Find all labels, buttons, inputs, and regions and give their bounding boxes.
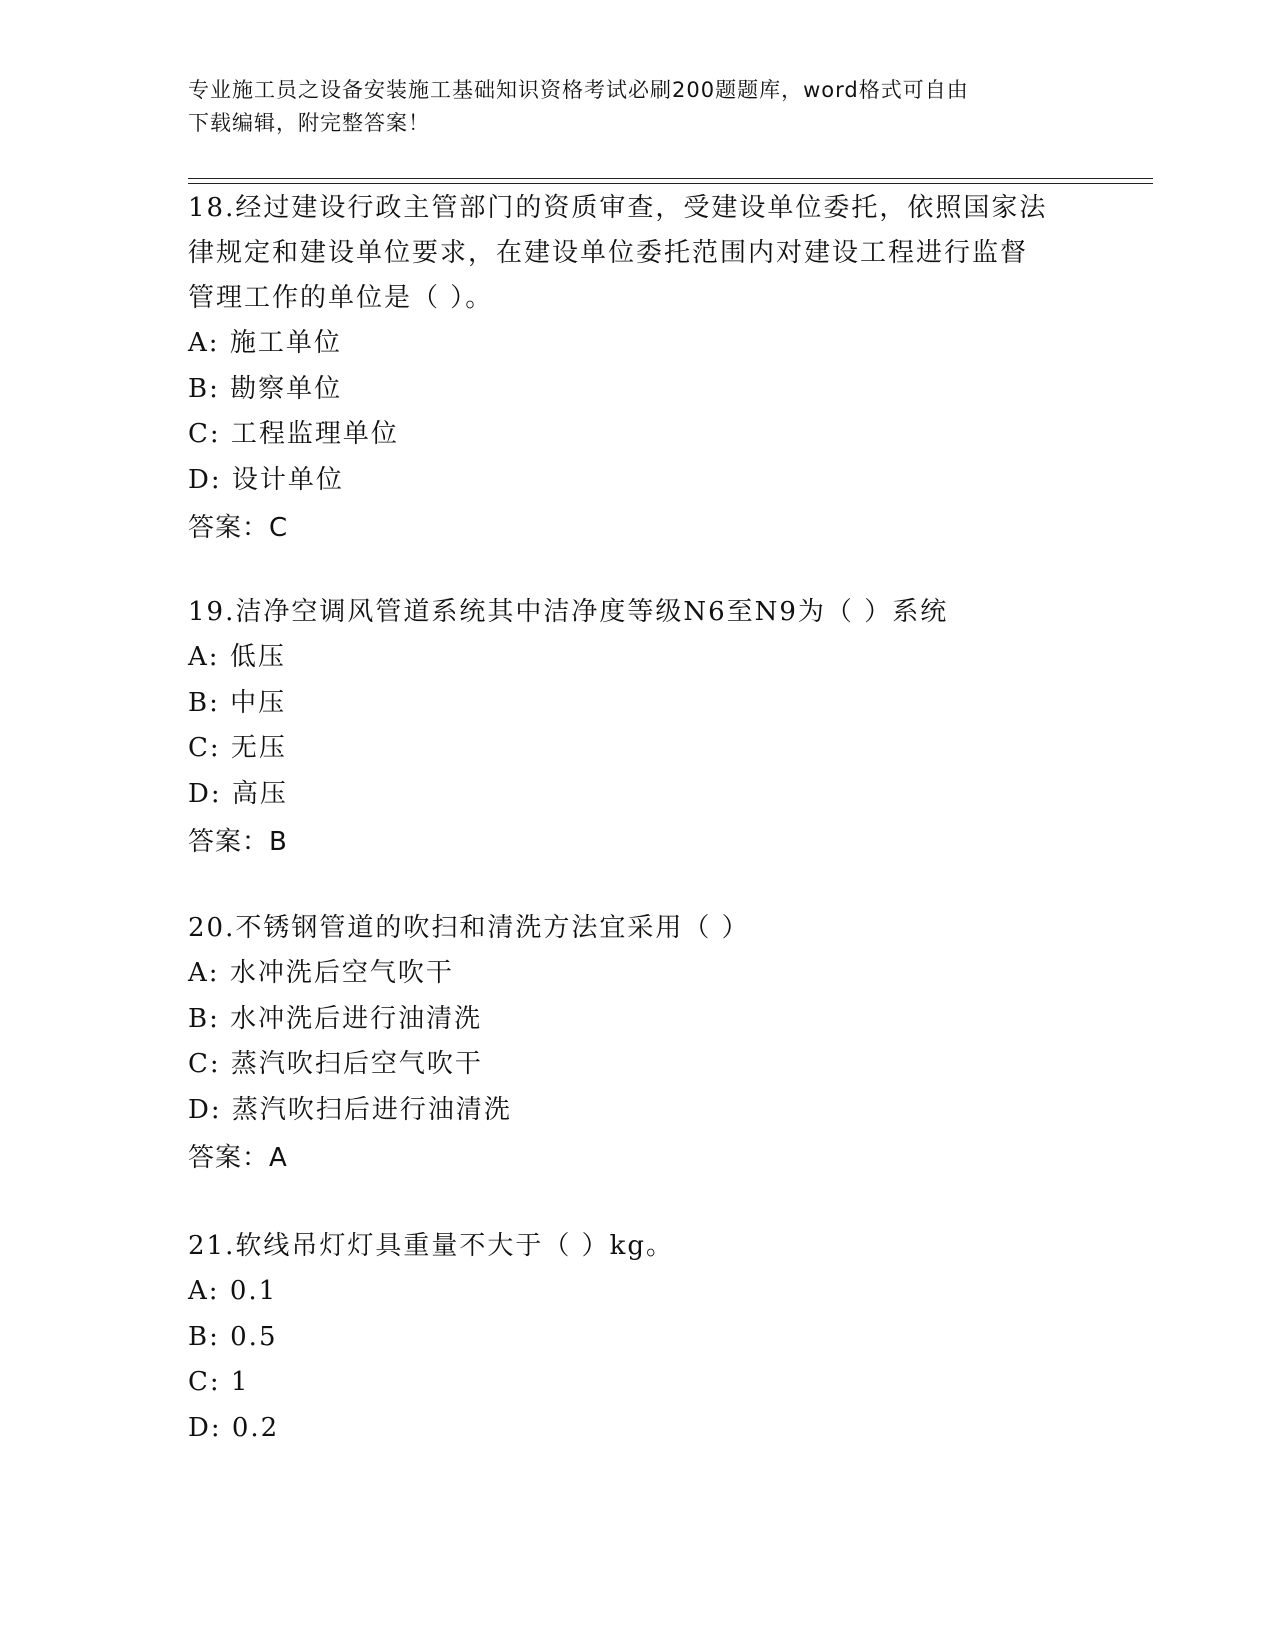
option-text: 施工单位 xyxy=(229,328,342,358)
option-d xyxy=(188,1406,1088,1452)
header-line-2: 下载编辑，附完整答案！ xyxy=(188,111,430,135)
option-a xyxy=(188,321,1088,367)
option-letter: B: xyxy=(188,1003,220,1034)
question-21 xyxy=(188,1224,1088,1451)
header-divider-top xyxy=(188,178,1153,179)
option-letter: D: xyxy=(188,1094,222,1125)
option-letter: D: xyxy=(188,464,222,495)
option-text: 高压 xyxy=(231,778,288,809)
option-text: 勘察单位 xyxy=(230,373,343,404)
header-line-1: 专业施工员之设备安装施工基础知识资格考试必刷200题题库，word格式可自由 xyxy=(188,78,969,102)
header-divider-bottom xyxy=(188,183,1153,184)
option-c xyxy=(188,1042,1088,1088)
option-text: 1 xyxy=(230,1367,250,1397)
option-text: 蒸汽吹扫后空气吹干 xyxy=(230,1049,483,1079)
option-b xyxy=(188,997,1088,1043)
option-letter: B: xyxy=(188,373,220,404)
option-b xyxy=(188,1315,1088,1361)
option-letter: A: xyxy=(188,1276,220,1306)
option-letter: C: xyxy=(188,419,221,449)
option-a xyxy=(188,635,1088,681)
option-letter: C: xyxy=(188,733,221,763)
option-letter: B: xyxy=(188,1321,220,1352)
option-text: 0.5 xyxy=(230,1321,278,1352)
question-stem-line: 18.经过建设行政主管部门的资质审查，受建设单位委托，依照国家法 xyxy=(188,193,1048,223)
option-b xyxy=(188,681,1088,727)
option-text: 无压 xyxy=(230,733,287,763)
question-19 xyxy=(188,590,1088,865)
document-header xyxy=(188,74,1068,140)
answer-line: 答案：A xyxy=(188,1143,288,1173)
answer-line: 答案：C xyxy=(188,513,289,543)
option-text: 设计单位 xyxy=(231,464,344,495)
option-text: 低压 xyxy=(229,642,286,672)
option-a xyxy=(188,951,1088,997)
option-a xyxy=(188,1269,1088,1315)
option-letter: D: xyxy=(188,778,222,809)
option-text: 水冲洗后进行油清洗 xyxy=(230,1003,483,1034)
question-stem-line: 21.软线吊灯灯具重量不大于（ ）kg。 xyxy=(188,1231,675,1261)
option-letter: D: xyxy=(188,1412,222,1443)
option-d xyxy=(188,772,1088,818)
option-c xyxy=(188,1360,1088,1406)
option-text: 蒸汽吹扫后进行油清洗 xyxy=(231,1094,512,1125)
option-text: 0.2 xyxy=(231,1412,280,1443)
option-d xyxy=(188,1088,1088,1134)
question-stem-line: 律规定和建设单位要求，在建设单位委托范围内对建设工程进行监督 xyxy=(188,238,1029,268)
option-letter: A: xyxy=(188,958,220,988)
question-stem-line: 19.洁净空调风管道系统其中洁净度等级N6至N9为（ ）系统 xyxy=(188,597,949,627)
option-letter: B: xyxy=(188,687,220,718)
option-letter: C: xyxy=(188,1367,221,1397)
question-20 xyxy=(188,906,1088,1181)
option-text: 中压 xyxy=(230,687,287,718)
option-text: 工程监理单位 xyxy=(230,419,399,449)
option-text: 0.1 xyxy=(229,1276,278,1306)
option-letter: A: xyxy=(188,642,220,672)
question-stem-line: 管理工作的单位是（ ）。 xyxy=(188,283,494,313)
option-d xyxy=(188,458,1088,504)
option-c xyxy=(188,726,1088,772)
question-18 xyxy=(188,186,1088,551)
option-c xyxy=(188,412,1088,458)
answer-line: 答案：B xyxy=(188,827,288,857)
option-letter: C: xyxy=(188,1049,221,1079)
question-stem-line: 20.不锈钢管道的吹扫和清洗方法宜采用（ ） xyxy=(188,913,750,943)
option-b xyxy=(188,367,1088,413)
option-text: 水冲洗后空气吹干 xyxy=(229,958,454,988)
option-letter: A: xyxy=(188,328,220,358)
